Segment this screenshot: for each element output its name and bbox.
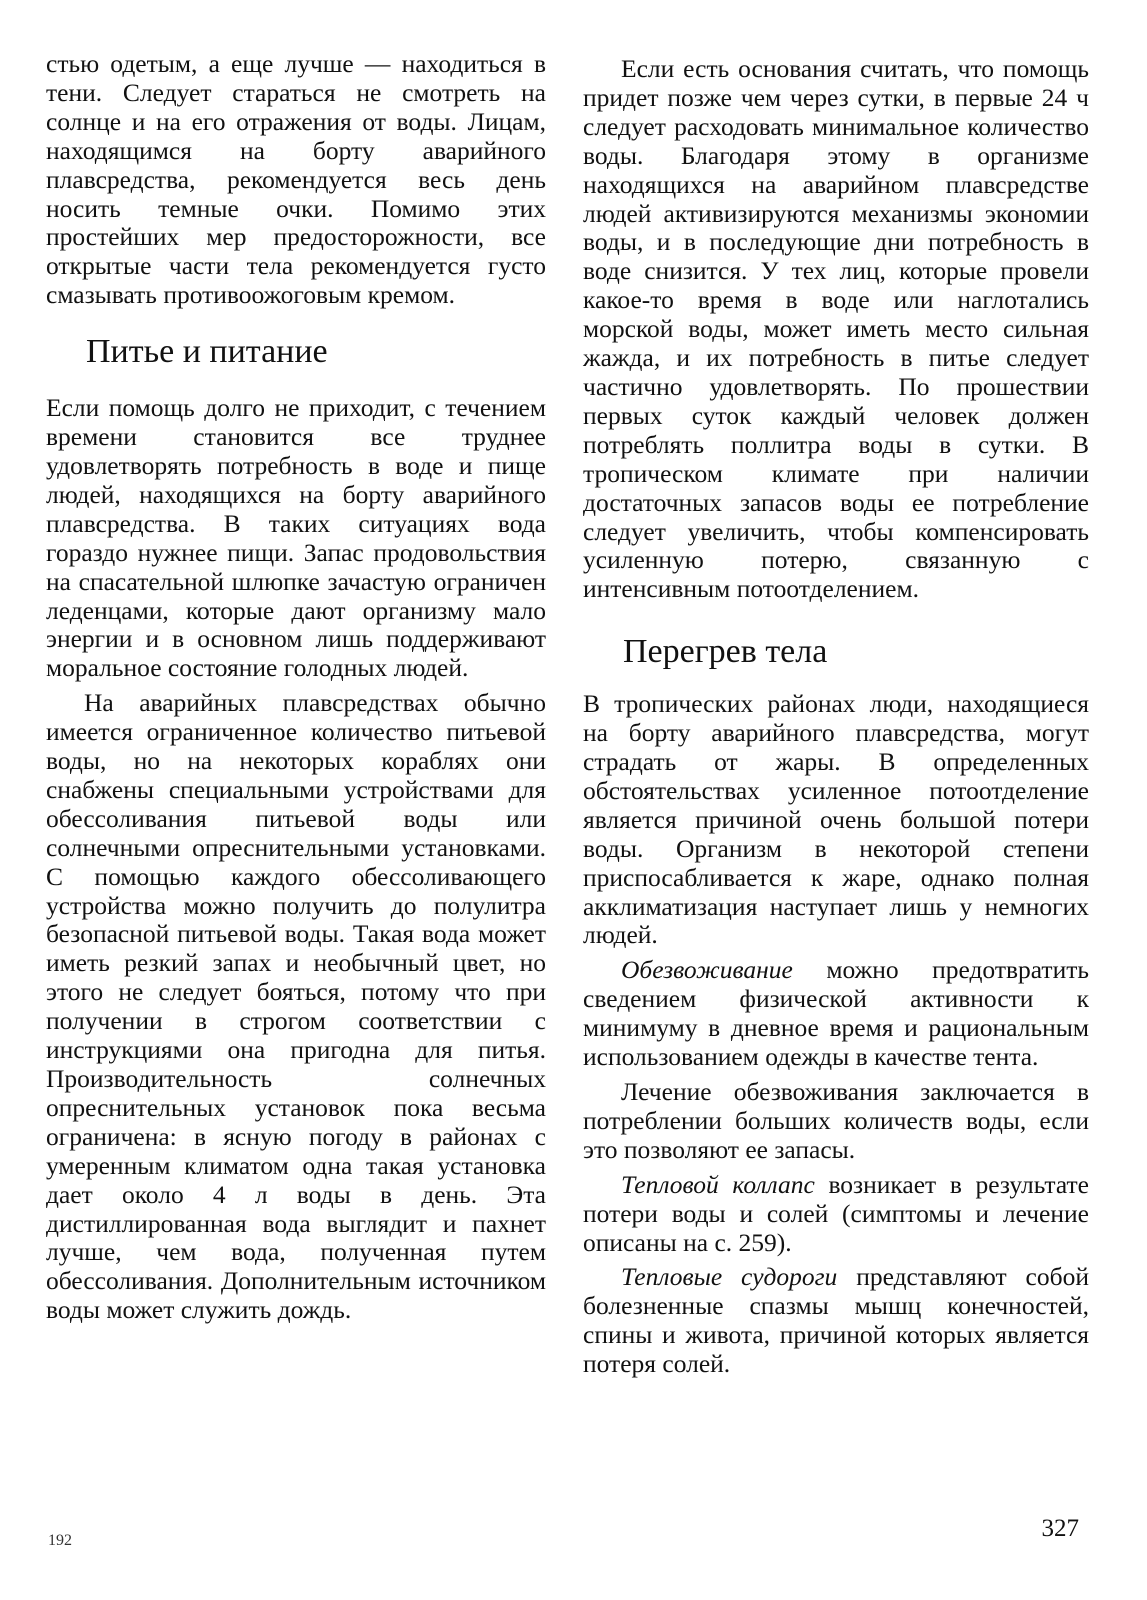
dehydration-treatment-paragraph: Лечение обезвоживания заключается в потреблении больших количеств воды, если это позволяют ее запасы. xyxy=(583,1077,1089,1164)
section-heading-drink-food: Питье и питание xyxy=(86,333,328,371)
section-heading-overheating: Перегрев тела xyxy=(623,633,828,671)
right-intro-paragraph: Если есть основания считать, что помощь придет позже чем через сутки, в первые 24 ч следует расходовать минимальное количество воды. Благодаря этому в организме находящихся на аварийном плавсредстве людей активизируются механизмы экономии воды, и в последующие дни потребность в воде снизится. У тех лиц, которые провели какое-то время в воде или наглотались морской воды, может иметь место сильная жажда, и их потребность в питье следует частично удовлетворять. По прошествии первых суток каждый человек должен потреблять поллитра воды в сутки. В тропическом климате при наличии достаточных запасов воды ее потребление следует увеличить, чтобы компенсировать усиленную потерю, связанную с интенсивным потоотделением. xyxy=(583,54,1089,604)
heat-collapse-paragraph xyxy=(583,1171,1089,1258)
heat-collapse-text: возникает в результате потери воды и солей (симптомы и лечение описаны на с. 259). xyxy=(583,1169,1089,1257)
right-column xyxy=(583,55,1089,1379)
left-column xyxy=(46,50,546,1325)
page-number: 327 xyxy=(1041,1515,1079,1542)
term-heat-cramps: Тепловые судороги xyxy=(621,1262,838,1292)
overheating-paragraph-1: В тропических районах люди, находящиеся на борту аварийного плавсредства, могут страдать от жары. В определенных обстоятельствах усиленное потоотделение является причиной очень большой потери воды. Организм в некоторой степени приспосабливается к жаре, однако полная акклиматизация наступает лишь у немногих людей. xyxy=(583,689,1089,950)
drink-food-paragraph-2: На аварийных плавсредствах обычно имеется ограниченное количество питьевой воды, но на некоторых кораблях они снабжены специальными устройствами для обессоливания питьевой воды или солнечными опреснительными установками. С помощью каждого обессоливающего устройства можно получить до полулитра безопасной питьевой воды. Такая вода может иметь резкий запах и необычный цвет, но этого не следует бояться, потому что при получении в строгом соответствии с инструкциями она пригодна для питья. Производительность солнечных опреснительных установок пока весьма ограничена: в ясную погоду в районах с умеренным климатом одна такая установка дает около 4 л воды в день. Эта дистиллированная вода выглядит и пахнет лучше, чем вода, полученная путем обессоливания. Дополнительным источником воды может служить дождь. xyxy=(46,688,546,1325)
term-heat-collapse: Тепловой коллапс xyxy=(621,1169,815,1199)
heat-cramps-text: представляют собой болезненные спазмы мышц конечностей, спины и живота, причиной которых является потеря солей. xyxy=(583,1262,1089,1379)
term-dehydration: Обезвоживание xyxy=(621,955,793,985)
dehydration-text: можно предотвратить сведением физической активности к минимуму в дневное время и рациональным использованием одежды в качестве тента. xyxy=(583,955,1089,1072)
heat-cramps-paragraph xyxy=(583,1263,1089,1379)
drink-food-paragraph-1: Если помощь долго не приходит, с течением времени становится все труднее удовлетворять потребность в воде и пище людей, находящихся на борту аварийного плавсредства. В таких ситуациях вода гораздо нужнее пищи. Запас продовольствия на спасательной шлюпке зачастую ограничен леденцами, которые дают организму мало энергии и в основном лишь поддерживают моральное состояние голодных людей. xyxy=(46,393,546,683)
dehydration-paragraph xyxy=(583,956,1089,1072)
left-intro-paragraph: стью одетым, а еще лучше — находиться в тени. Следует стараться не смотреть на солнце и на его отражения от воды. Лицам, находящимся на борту аварийного плавсредства, рекомендуется весь день носить темные очки. Помимо этих простейших мер предосторожности, все открытые части тела рекомендуется густо смазывать противоожоговым кремом. xyxy=(46,49,546,310)
corner-mark: 192 xyxy=(48,1532,72,1549)
